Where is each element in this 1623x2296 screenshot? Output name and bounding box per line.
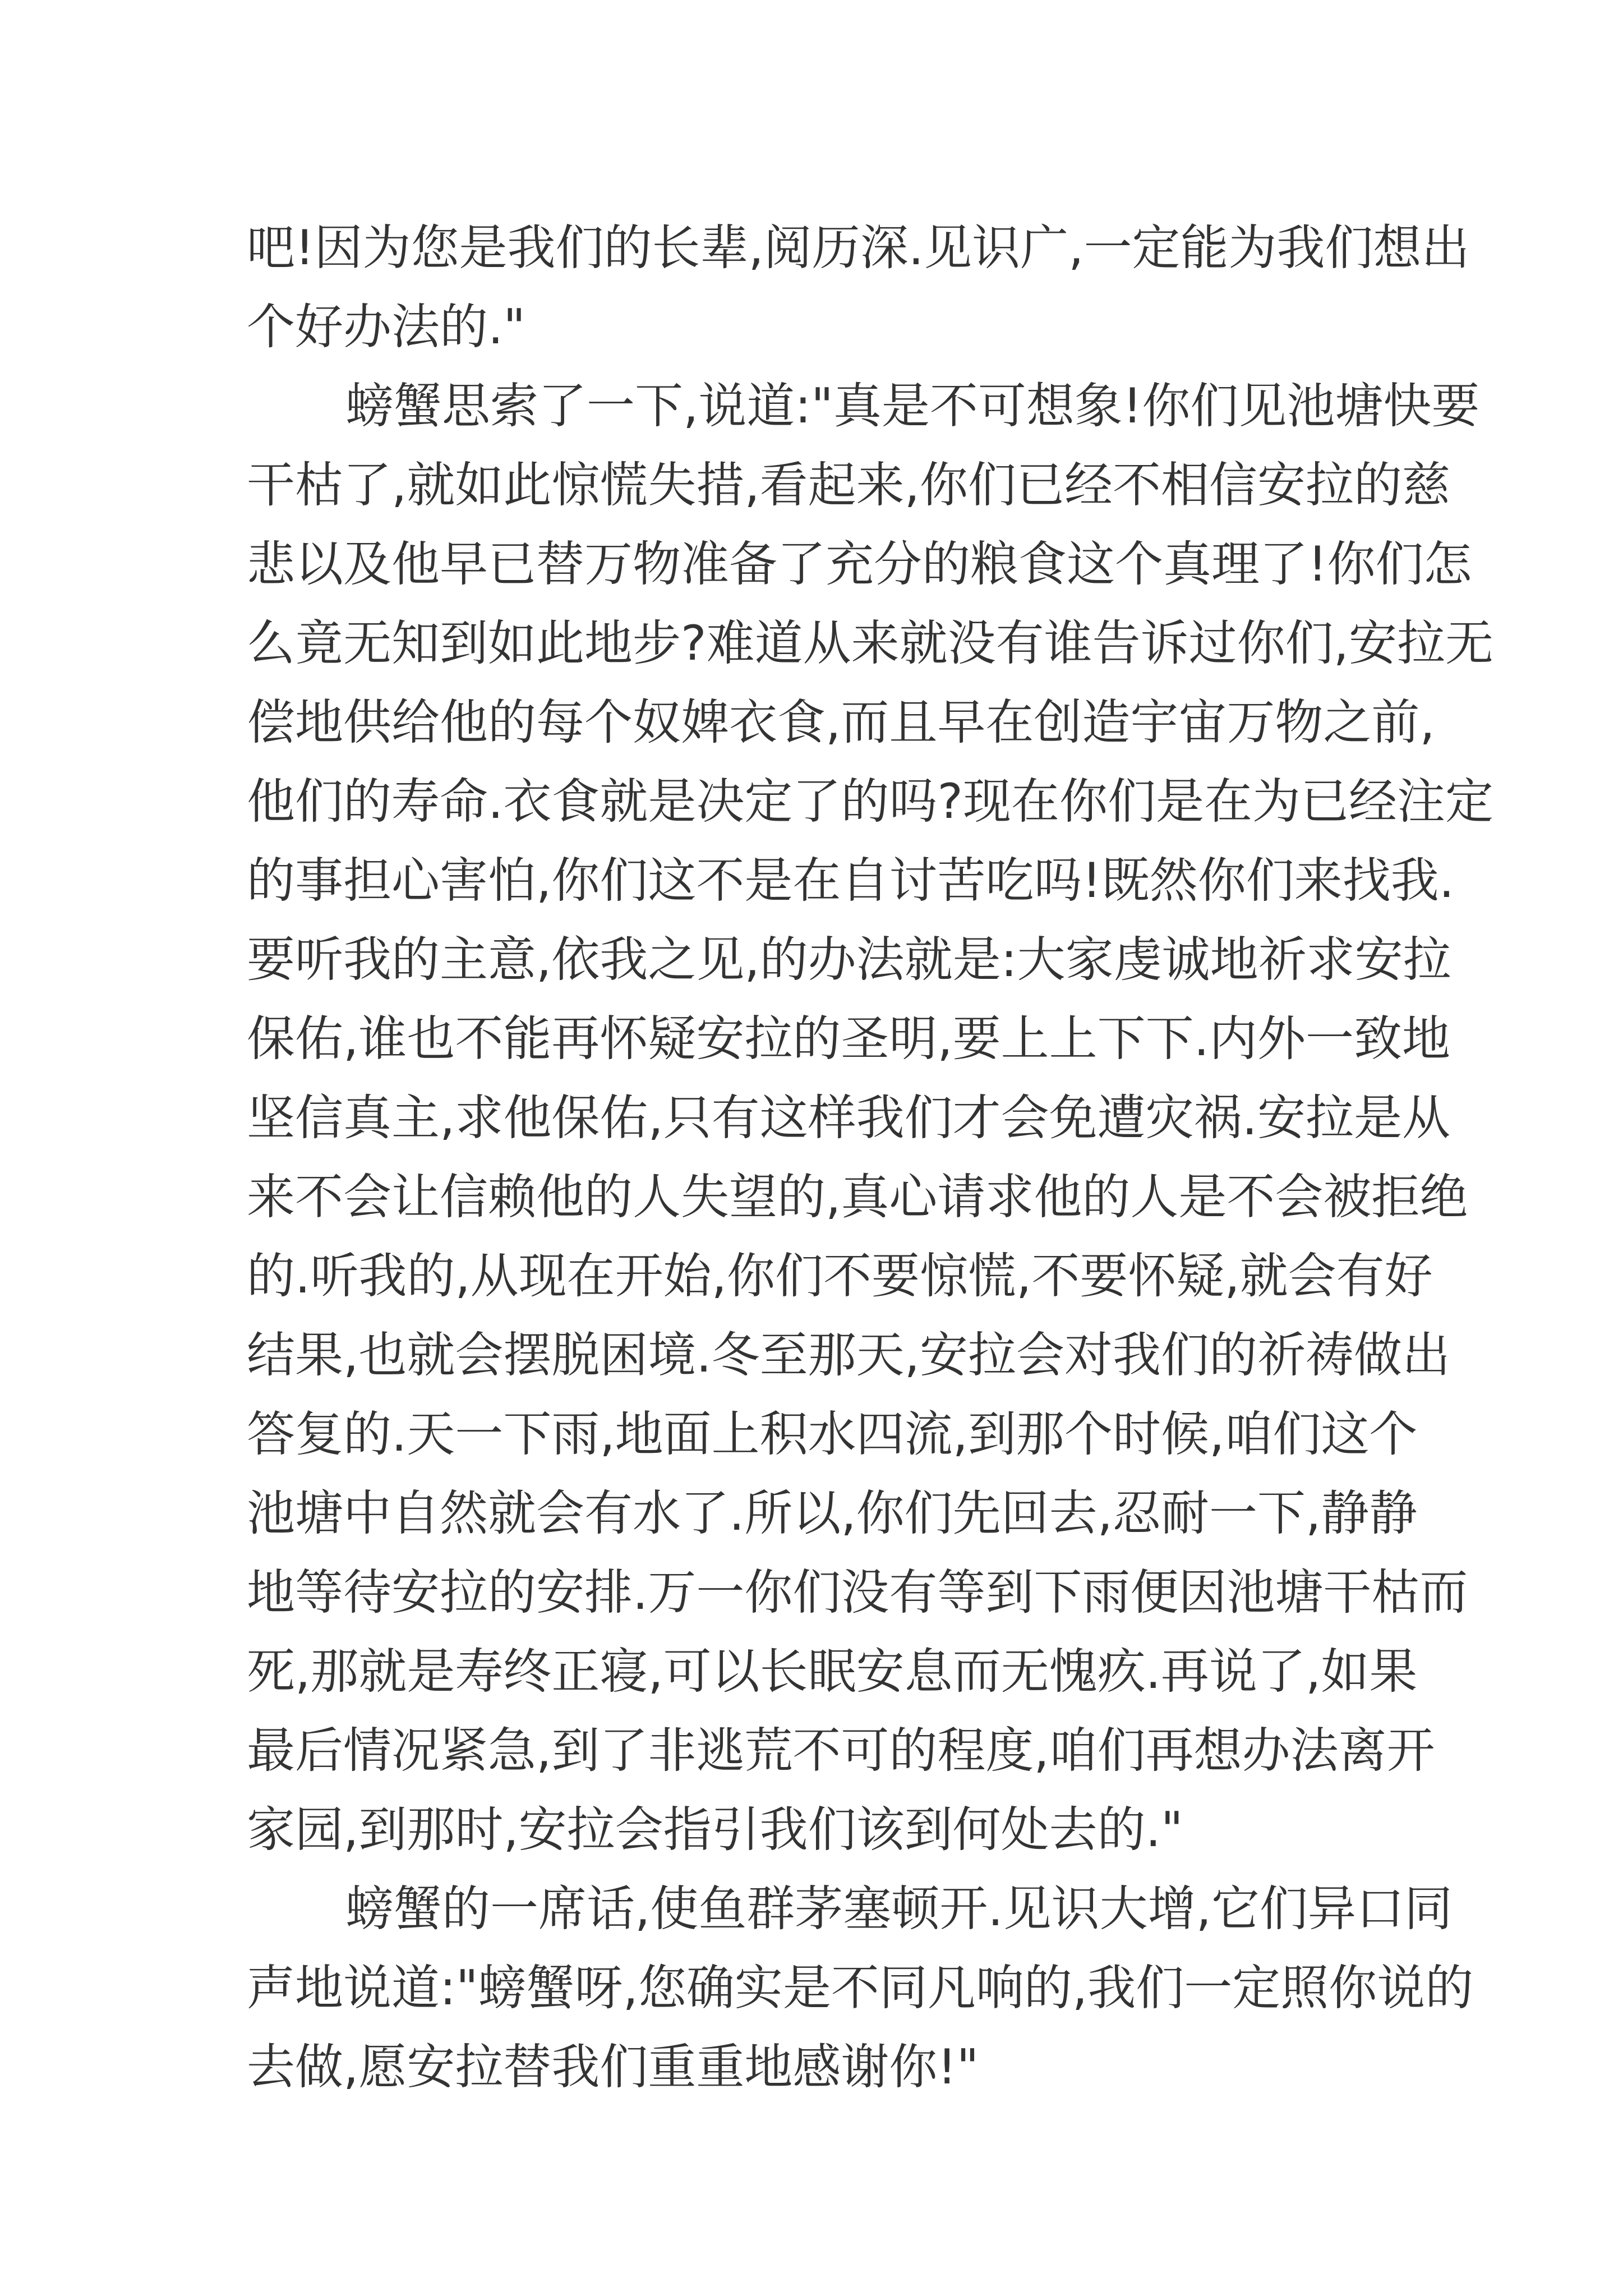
text-line: 的事担心害怕,你们这不是在自讨苦吃吗!既然你们来找我. (247, 853, 1455, 909)
text-line: 结果,也就会摆脱困境.冬至那天,安拉会对我们的祈祷做出 (247, 1327, 1451, 1383)
paragraph (247, 1870, 1474, 2107)
text-line: 池塘中自然就会有水了.所以,你们先回去,忍耐一下,静静 (247, 1485, 1418, 1542)
text-line: 死,那就是寿终正寝,可以长眠安息而无愧疚.再说了,如果 (247, 1644, 1418, 1700)
text-line: 吧!因为您是我们的长辈,阅历深.见识广,一定能为我们想出 (247, 220, 1470, 276)
text-line: 悲以及他早已替万物准备了充分的粮食这个真理了!你们怎 (247, 536, 1472, 592)
text-line: 偿地供给他的每个奴婢衣食,而且早在创造宇宙万物之前, (247, 694, 1435, 751)
paragraph (247, 367, 1493, 1870)
text-line: 个好办法的." (247, 299, 525, 355)
text-line: 么竟无知到如此地步?难道从来就没有谁告诉过你们,安拉无 (247, 615, 1493, 671)
text-line: 去做,愿安拉替我们重重地感谢你!" (247, 2039, 979, 2095)
text-line: 坚信真主,求他保佑,只有这样我们才会免遭灾祸.安拉是从 (247, 1090, 1451, 1146)
text-line: 干枯了,就如此惊慌失措,看起来,你们已经不相信安拉的慈 (247, 457, 1451, 513)
text-line: 最后情况紧急,到了非逃荒不可的程度,咱们再想办法离开 (247, 1723, 1435, 1779)
text-line: 地等待安拉的安排.万一你们没有等到下雨便因池塘干枯而 (247, 1565, 1468, 1621)
paragraph (247, 209, 1470, 367)
text-line: 他们的寿命.衣食就是决定了的吗?现在你们是在为已经注定 (247, 774, 1493, 830)
body-text (247, 209, 1493, 2107)
text-line: 家园,到那时,安拉会指引我们该到何处去的." (247, 1802, 1183, 1858)
text-line: 螃蟹的一席话,使鱼群茅塞顿开.见识大增,它们异口同 (345, 1881, 1453, 1937)
text-line: 的.听我的,从现在开始,你们不要惊慌,不要怀疑,就会有好 (247, 1248, 1433, 1304)
text-line: 保佑,谁也不能再怀疑安拉的圣明,要上上下下.内外一致地 (247, 1011, 1451, 1067)
text-line: 要听我的主意,依我之见,的办法就是:大家虔诚地祈求安拉 (247, 932, 1451, 988)
text-line: 答复的.天一下雨,地面上积水四流,到那个时候,咱们这个 (247, 1406, 1418, 1462)
text-line: 声地说道:"螃蟹呀,您确实是不同凡响的,我们一定照你说的 (247, 1960, 1474, 2016)
text-line: 来不会让信赖他的人失望的,真心请求他的人是不会被拒绝 (247, 1169, 1468, 1225)
text-line: 螃蟹思索了一下,说道:"真是不可想象!你们见池塘快要 (345, 378, 1480, 434)
